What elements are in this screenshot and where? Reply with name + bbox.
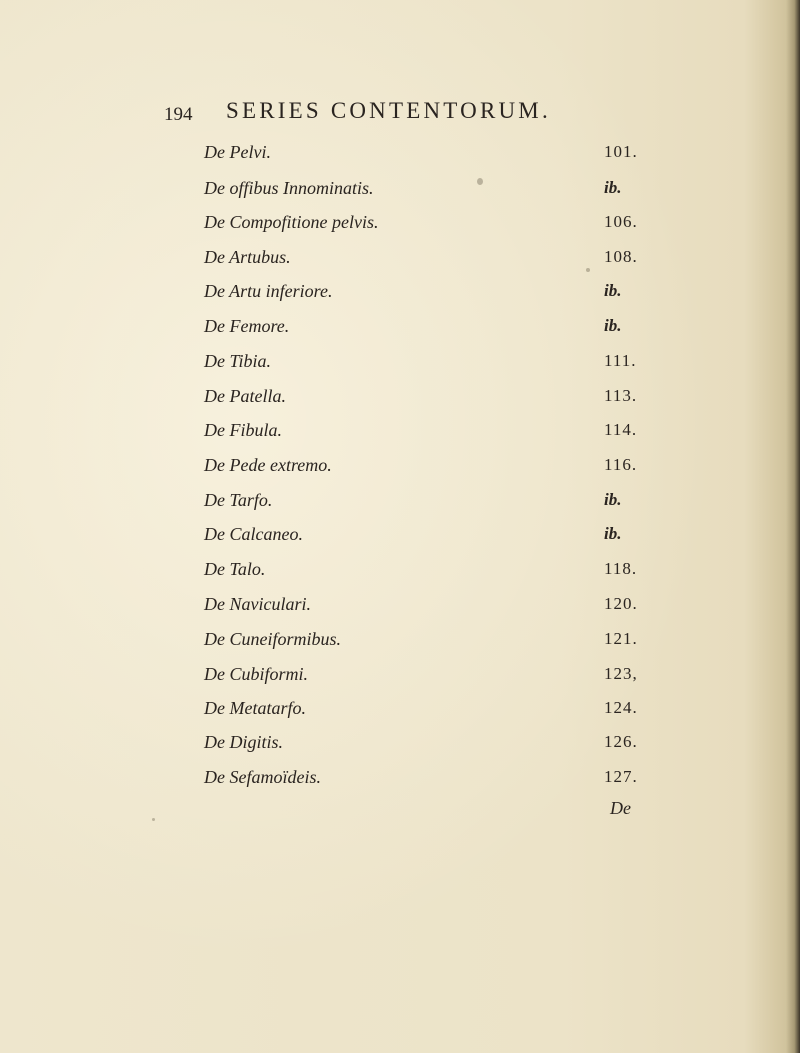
- entry-title: De Pede extremo.: [204, 455, 332, 475]
- contents-entry: [0, 490, 800, 520]
- entry-page: 127.: [604, 767, 638, 786]
- page-number: 194: [164, 104, 193, 125]
- entry-page: 108.: [604, 247, 638, 266]
- entry-title: De Sefamoïdeis.: [204, 767, 321, 787]
- contents-entry: [0, 212, 800, 242]
- entry-page: 101.: [604, 142, 638, 161]
- entry-title: De Artubus.: [204, 247, 291, 267]
- entry-page: 120.: [604, 594, 638, 613]
- contents-entry: [0, 559, 800, 589]
- contents-entry: [0, 247, 800, 277]
- contents-entry: [0, 351, 800, 381]
- entry-title: De Digitis.: [204, 732, 283, 752]
- entry-title: De Pelvi.: [204, 142, 271, 162]
- entry-page: 116.: [604, 455, 638, 474]
- contents-entry: [0, 629, 800, 659]
- entry-page: ib.: [604, 524, 622, 543]
- entry-title: De Naviculari.: [204, 594, 311, 614]
- contents-entry: [0, 420, 800, 450]
- entry-title: De Talo.: [204, 559, 266, 579]
- entry-page: 113.: [604, 386, 638, 405]
- entry-page: ib.: [604, 316, 622, 335]
- entry-page: 106.: [604, 212, 638, 231]
- catchword: De: [610, 798, 631, 818]
- contents-entry: [0, 732, 800, 762]
- contents-entry: [0, 594, 800, 624]
- entry-title: De Artu inferiore.: [204, 281, 333, 301]
- contents-entry: [0, 316, 800, 346]
- entry-page: 126.: [604, 732, 638, 751]
- contents-entry: [0, 455, 800, 485]
- entry-page: ib.: [604, 281, 622, 300]
- contents-entry: [0, 178, 800, 208]
- entry-title: De Metatarfo.: [204, 698, 306, 718]
- entry-title: De Fibula.: [204, 420, 282, 440]
- contents-entry: [0, 142, 800, 172]
- entry-title: De offibus Innominatis.: [204, 178, 374, 198]
- entry-title: De Calcaneo.: [204, 524, 303, 544]
- entry-title: De Patella.: [204, 386, 286, 406]
- contents-entry: [0, 524, 800, 554]
- running-title: SERIES CONTENTORUM.: [226, 98, 551, 123]
- entry-page: 118.: [604, 559, 638, 578]
- entry-page: ib.: [604, 490, 622, 509]
- entry-page: 124.: [604, 698, 638, 717]
- contents-entry: [0, 767, 800, 797]
- entry-title: De Cubiformi.: [204, 664, 309, 684]
- entry-title: De Femore.: [204, 316, 290, 336]
- entry-page: ib.: [604, 178, 622, 197]
- contents-entry: [0, 386, 800, 416]
- entry-title: De Cuneiformibus.: [204, 629, 341, 649]
- entry-title: De Compofitione pelvis.: [204, 212, 379, 232]
- contents-entry: [0, 281, 800, 311]
- entry-title: De Tibia.: [204, 351, 272, 371]
- entry-page: 111.: [604, 351, 637, 370]
- contents-entry: [0, 698, 800, 728]
- contents-entry: [0, 664, 800, 694]
- entry-title: De Tarfo.: [204, 490, 273, 510]
- entry-page: 123,: [604, 664, 638, 683]
- entry-page: 121.: [604, 629, 638, 648]
- entry-page: 114.: [604, 420, 638, 439]
